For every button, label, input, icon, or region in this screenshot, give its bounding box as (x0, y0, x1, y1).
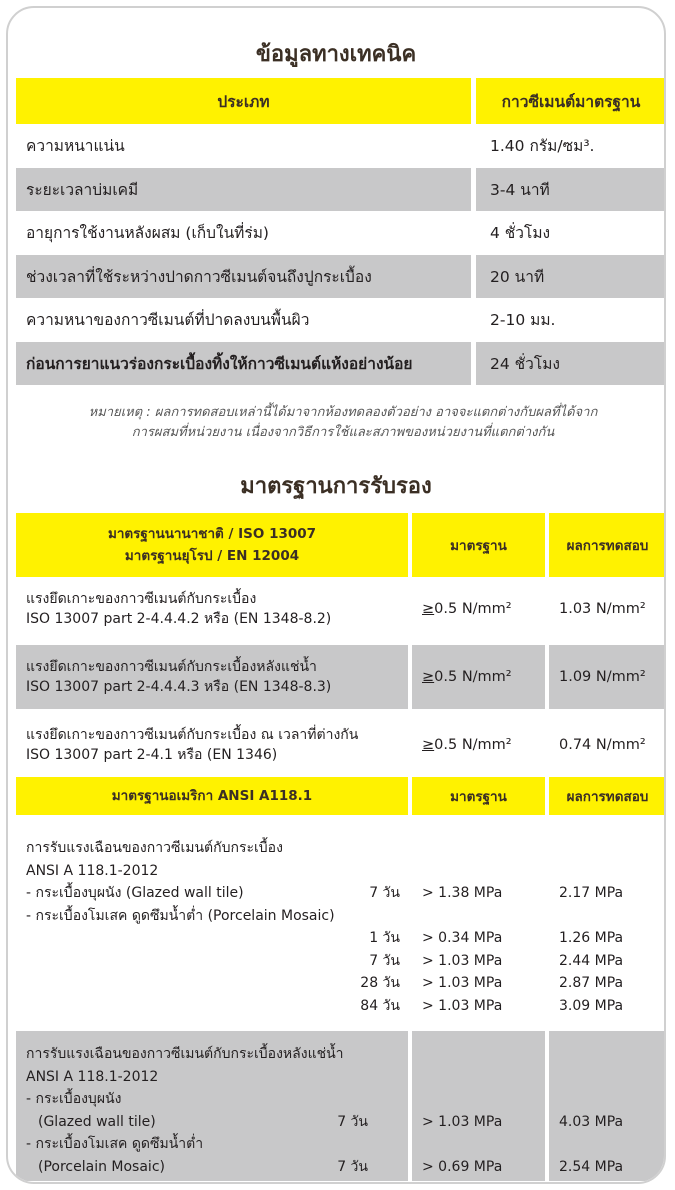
table-row (16, 577, 666, 641)
iso-row-standard-value: 0.5 N/mm² (434, 669, 512, 685)
ansi2-glazed-res: 4.03 MPa (559, 1113, 624, 1130)
iso-row-label (16, 713, 408, 777)
ansi-header (16, 777, 666, 815)
ge-sign: ≥ (422, 737, 435, 753)
standards-table (16, 513, 666, 1181)
table-row (16, 168, 666, 212)
ansi2-std-col (412, 1031, 545, 1181)
note-line-2: การผสมที่หน่วยงาน เนื่องจากวิธีการใช้และสภาพของหน่วยงานที่แตกต่างกัน (131, 425, 555, 440)
ansi1-res: 1.26 MPa (559, 930, 624, 946)
ansi2-label-col (16, 1031, 408, 1181)
iso-header-standard: มาตรฐาน (412, 513, 545, 577)
iso-header-result: ผลการทดสอบ (549, 513, 666, 577)
tech-label: ความหนาแน่น (26, 137, 125, 156)
ansi1-title2: ANSI A 118.1-2012 (26, 862, 159, 879)
ge-sign: ≥ (422, 669, 435, 685)
tech-label: ช่วงเวลาที่ใช้ระหว่างปาดกาวซีเมนต์จนถึงปูกระเบื้อง (16, 255, 471, 299)
ansi1-porcelain: - กระเบื้องโมเสค ดูดซึมน้ำต่ำ (Porcelain Mosaic) (26, 907, 335, 924)
ansi1-std: > 0.34 MPa (422, 930, 503, 946)
ansi2-porcelain-res: 2.54 MPa (559, 1158, 624, 1175)
ansi1-day: 7 วัน (369, 952, 400, 969)
iso-row-line1: แรงยึดเกาะของกาวซีเมนต์กับกระเบื้อง ณ เวลาที่ต่างกัน (26, 727, 359, 743)
tech-label: อายุการใช้งานหลังผสม (เก็บในที่ร่ม) (26, 224, 269, 243)
note (28, 403, 658, 443)
iso-row-label (16, 645, 408, 709)
iso-row-line1: แรงยึดเกาะของกาวซีเมนต์กับกระเบื้องหลังแช่น้ำ (26, 659, 317, 675)
tech-title: ข้อมูลทางเทคนิค (255, 42, 417, 67)
tech-value: 3-4 นาที (476, 168, 666, 212)
tech-value: 24 ชั่วโมง (476, 342, 666, 386)
ansi1-glazed-res: 2.17 MPa (559, 885, 624, 901)
tech-value: 1.40 กรัม/ซม³. (490, 137, 595, 156)
iso-row-result: 1.03 N/mm² (559, 601, 646, 617)
table-row (16, 815, 666, 1031)
ansi1-res: 2.44 MPa (559, 952, 624, 969)
ansi1-std: > 1.03 MPa (422, 997, 503, 1014)
iso-row-line2: ISO 13007 part 2-4.1 หรือ (EN 1346) (26, 747, 278, 763)
ansi-header-label: มาตรฐานอเมริกา ANSI A118.1 (16, 777, 408, 815)
iso-row-standard-value: 0.5 N/mm² (434, 601, 512, 617)
table-row (16, 124, 666, 168)
standards-title: มาตรฐานการรับรอง (240, 474, 432, 499)
iso-row-standard (412, 713, 545, 777)
iso-header-line1: มาตรฐานนานาชาติ / ISO 13007 (107, 526, 317, 542)
tech-label: ก่อนการยาแนวร่องกระเบื้องทิ้งให้กาวซีเมนต์แห้งอย่างน้อย (16, 342, 471, 386)
tech-header (16, 78, 666, 124)
ansi-header-standard: มาตรฐาน (412, 777, 545, 815)
ansi1-res-col (549, 815, 666, 1017)
tech-value: 4 ชั่วโมง (490, 224, 551, 243)
ansi2-porcelain-day: 7 วัน (337, 1158, 368, 1175)
ge-sign: ≥ (422, 601, 435, 617)
ansi2-glazed2: (Glazed wall tile) (38, 1113, 156, 1130)
ansi2-title2: ANSI A 118.1-2012 (26, 1068, 159, 1085)
table-row (16, 645, 666, 709)
iso-row-line2: ISO 13007 part 2-4.4.4.3 หรือ (EN 1348-8.3) (26, 679, 332, 695)
ansi1-res: 3.09 MPa (559, 997, 624, 1014)
ansi1-label-col (16, 815, 408, 1017)
tech-header-standard: กาวซีเมนต์มาตรฐาน (476, 78, 666, 124)
tech-header-type: ประเภท (16, 78, 471, 124)
tech-value: 20 นาที (476, 255, 666, 299)
iso-row-result: 0.74 N/mm² (559, 737, 646, 753)
tech-label: ความหนาของกาวซีเมนต์ที่ปาดลงบนพื้นผิว (26, 311, 310, 330)
ansi2-title1: การรับแรงเฉือนของกาวซีเมนต์กับกระเบื้องหลังแช่น้ำ (26, 1046, 344, 1062)
iso-header-line2: มาตรฐานยุโรป / EN 12004 (124, 548, 300, 564)
ansi1-std: > 1.03 MPa (422, 952, 503, 969)
table-row (16, 298, 666, 342)
tech-table (16, 78, 666, 385)
ansi1-day: 28 วัน (360, 975, 400, 991)
iso-row-line2: ISO 13007 part 2-4.4.4.2 หรือ (EN 1348-8.2) (26, 611, 332, 627)
iso-row-standard (412, 645, 545, 709)
ansi2-porcelain-std: > 0.69 MPa (422, 1158, 503, 1175)
spec-card (6, 6, 666, 1184)
ansi1-glazed-day: 7 วัน (369, 885, 400, 901)
table-row (16, 342, 666, 386)
iso-row-result: 1.09 N/mm² (549, 645, 666, 709)
table-row (16, 1031, 666, 1181)
iso-header-label (16, 513, 408, 577)
ansi2-glazed-std: > 1.03 MPa (422, 1113, 503, 1130)
table-row (16, 211, 666, 255)
tech-value: 2-10 มม. (490, 311, 556, 330)
tech-label: ระยะเวลาบ่มเคมี (16, 168, 471, 212)
ansi1-glazed-std: > 1.38 MPa (422, 885, 503, 901)
note-line-1: หมายเหตุ : ผลการทดสอบเหล่านี้ได้มาจากห้องทดลองตัวอย่าง อาจจะแตกต่างกับผลที่ได้จาก (88, 405, 598, 420)
ansi1-res: 2.87 MPa (559, 975, 624, 991)
iso-row-standard-value: 0.5 N/mm² (434, 737, 512, 753)
ansi1-day: 1 วัน (369, 930, 400, 946)
table-row (16, 713, 666, 777)
ansi2-glazed1: - กระเบื้องบุผนัง (26, 1091, 122, 1107)
ansi2-porcelain1: - กระเบื้องโมเสค ดูดซึมน้ำต่ำ (26, 1136, 204, 1152)
table-row (16, 255, 666, 299)
ansi1-std: > 1.03 MPa (422, 975, 503, 991)
ansi1-title1: การรับแรงเฉือนของกาวซีเมนต์กับกระเบื้อง (26, 840, 283, 856)
ansi2-res-col (549, 1031, 666, 1181)
ansi1-std-col (412, 815, 545, 1017)
ansi-header-result: ผลการทดสอบ (549, 777, 666, 815)
ansi1-glazed: - กระเบื้องบุผนัง (Glazed wall tile) (26, 885, 244, 901)
ansi2-glazed-day: 7 วัน (337, 1113, 368, 1130)
ansi1-day: 84 วัน (360, 997, 400, 1014)
iso-row-line1: แรงยึดเกาะของกาวซีเมนต์กับกระเบื้อง (26, 591, 257, 607)
ansi2-porcelain2: (Porcelain Mosaic) (38, 1158, 165, 1175)
iso-row-standard (412, 577, 545, 641)
iso-header (16, 513, 666, 577)
iso-row-label (16, 577, 408, 641)
